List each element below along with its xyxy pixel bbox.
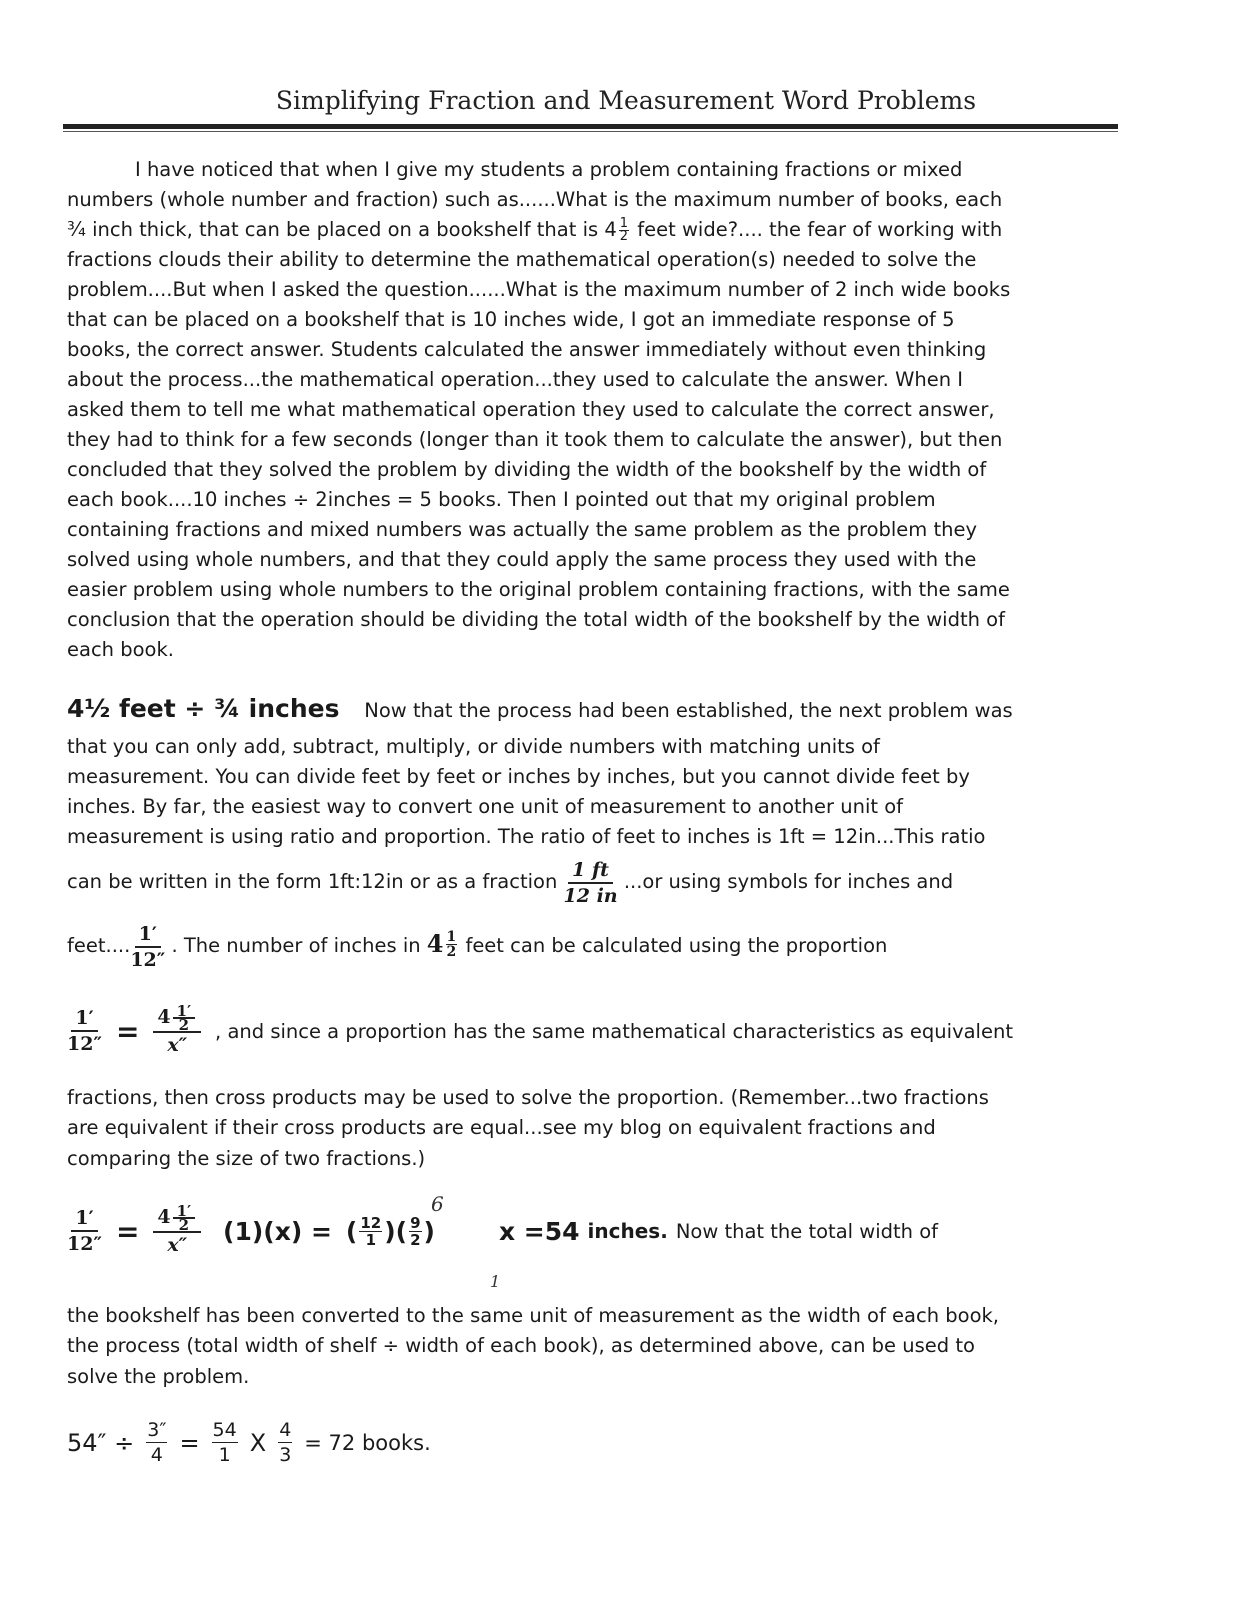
text-line: that can be placed on a bookshelf that is 10 inches wide, I got an immediate response of 5: [67, 308, 955, 331]
text-line-fraction: [67, 918, 887, 972]
text-line: solve the problem.: [67, 1365, 250, 1388]
text-line: books, the correct answer. Students calculated the answer immediately without even thinking: [67, 338, 987, 361]
text-line: each book....10 inches ÷ 2inches = 5 books. Then I pointed out that my original problem: [67, 488, 936, 511]
numerator: 1 ft: [568, 858, 613, 884]
text-line: the process (total width of shelf ÷ width of each book), as determined above, can be used to: [67, 1334, 975, 1357]
denominator: 12″: [67, 1033, 102, 1055]
result-unit: inches.: [587, 1219, 668, 1243]
cross-product-rhs: ( $\frac{12}{1}$ )( $\frac{9}{2}$ ): [345, 1213, 435, 1249]
text-line: they had to think for a few seconds (longer than it took them to calculate the answer), but then: [67, 428, 1003, 451]
text-line: containing fractions and mixed numbers was actually the same problem as the problem they: [67, 518, 978, 541]
fraction: [146, 1418, 167, 1467]
denominator: 4: [150, 1444, 163, 1466]
section-heading: 4½ feet ÷ ¾ inches: [67, 694, 340, 723]
denominator: 2: [178, 1016, 190, 1034]
equation-proportion: [67, 1002, 1013, 1057]
numerator: [153, 1202, 201, 1234]
numerator: 1: [446, 928, 457, 945]
fraction: [173, 1002, 195, 1034]
text-line: easier problem using whole numbers to the original problem containing fractions, with the same: [67, 578, 1010, 601]
fraction-left: [67, 1006, 102, 1056]
fraction: [359, 1215, 382, 1248]
whole: 4: [157, 1006, 171, 1028]
denominator: x″: [167, 1234, 188, 1256]
text: , and since a proportion has the same mathematical characteristics as equivalent: [215, 1019, 1013, 1043]
denominator: 1: [365, 1230, 377, 1249]
equals: =: [115, 1214, 140, 1248]
equals: =: [115, 1014, 140, 1048]
text-line: I have noticed that when I give my students a problem containing fractions or mixed: [135, 158, 963, 181]
title-rule: [63, 124, 1118, 129]
equation-cross-products: [67, 1202, 939, 1257]
text-line: solved using whole numbers, and that they could apply the same process they used with the: [67, 548, 977, 571]
numerator: 1′: [71, 1006, 97, 1032]
fraction-right: [153, 1202, 201, 1257]
text-line: numbers (whole number and fraction) such as......What is the maximum number of books, each: [67, 188, 1003, 211]
text: can be written in the form 1ft:12in or as a fraction: [67, 870, 558, 893]
text: . The number of inches in: [165, 934, 427, 957]
text-line: that you can only add, subtract, multiply, or divide numbers with matching units of: [67, 735, 880, 758]
text-line-fraction: [67, 856, 953, 908]
fraction: [446, 930, 458, 959]
numerator: 1′: [173, 1005, 195, 1019]
text-line: comparing the size of two fractions.): [67, 1147, 426, 1170]
equation-final: [67, 1418, 431, 1467]
denominator: x″: [167, 1034, 188, 1056]
text-line: asked them to tell me what mathematical operation they used to calculate the correct answer,: [67, 398, 995, 421]
text: Now that the process had been established, the next problem was: [364, 699, 1013, 722]
text-line: fractions clouds their ability to determine the mathematical operation(s) needed to solve the: [67, 248, 977, 271]
text-line: conclusion that the operation should be dividing the total width of the bookshelf by the width of: [67, 608, 1005, 631]
denominator: 2: [178, 1216, 190, 1234]
dividend: 54″ ÷: [67, 1428, 135, 1457]
text-line: [67, 216, 1002, 244]
fraction-ft-in: [564, 858, 618, 908]
times: X: [249, 1428, 267, 1457]
text-line: measurement is using ratio and proportion. The ratio of feet to inches is 1ft = 12in...This ratio: [67, 825, 986, 848]
text: feet....: [67, 934, 131, 957]
mixed-number: [427, 918, 459, 970]
fraction-right: [153, 1002, 201, 1057]
numerator: 4: [279, 1419, 292, 1441]
equals: =: [179, 1428, 200, 1457]
denominator: 1: [218, 1444, 231, 1466]
fraction: [278, 1418, 292, 1467]
fraction: [619, 218, 629, 243]
denominator: 12 in: [563, 884, 618, 907]
text-line: fractions, then cross products may be used to solve the proportion. (Remember...two fractions: [67, 1086, 989, 1109]
text-line: are equivalent if their cross products are equal...see my blog on equivalent fractions and: [67, 1116, 936, 1139]
numerator: 1: [619, 216, 629, 231]
cross-product-lhs: (1)(x) =: [223, 1216, 332, 1246]
text: ...or using symbols for inches and: [623, 870, 954, 893]
result: = 72 books.: [304, 1430, 431, 1455]
numerator: 1′: [71, 1206, 97, 1232]
fraction-left: [67, 1206, 102, 1256]
fraction-symbols: [130, 922, 165, 972]
numerator: 1′: [173, 1205, 195, 1219]
text: Now that the total width of: [675, 1219, 939, 1243]
whole: 4: [157, 1206, 171, 1228]
text-line: concluded that they solved the problem by dividing the width of the bookshelf by the width of: [67, 458, 987, 481]
title-rule-thin: [63, 131, 1118, 132]
fraction: [173, 1202, 195, 1234]
text-line: about the process...the mathematical operation...they used to calculate the answer. When I: [67, 368, 964, 391]
fraction: [212, 1418, 238, 1467]
denominator: 12″: [130, 948, 166, 971]
denominator: 12″: [67, 1233, 102, 1255]
numerator: 54: [212, 1419, 237, 1441]
handwritten-note: 1: [490, 1272, 501, 1291]
fraction: [409, 1215, 421, 1248]
numerator: 1′: [135, 922, 161, 948]
text: ¾ inch thick, that can be placed on a bookshelf that is 4: [67, 218, 617, 241]
denominator: 2: [619, 229, 629, 244]
numerator: 9: [410, 1213, 421, 1232]
denominator: 3: [279, 1444, 292, 1466]
text-line: inches. By far, the easiest way to convert one unit of measurement to another unit of: [67, 795, 904, 818]
text: feet wide?.... the fear of working with: [631, 218, 1003, 241]
numerator: [153, 1002, 201, 1034]
paragraph-conversion-line: [67, 695, 1013, 725]
text: feet can be calculated using the proportion: [459, 934, 888, 957]
text-line: each book.: [67, 638, 174, 661]
text-line: problem....But when I asked the question......What is the maximum number of 2 inch wide books: [67, 278, 1011, 301]
text-line: measurement. You can divide feet by feet or inches by inches, but you cannot divide feet by: [67, 765, 970, 788]
page-title: Simplifying Fraction and Measurement Word Problems: [275, 86, 977, 115]
denominator: 2: [446, 943, 457, 960]
numerator: 3″: [147, 1419, 167, 1441]
text-line: the bookshelf has been converted to the same unit of measurement as the width of each book,: [67, 1304, 1000, 1327]
handwritten-note: 6: [431, 1192, 444, 1216]
denominator: 2: [410, 1230, 421, 1249]
result-value: x =54: [498, 1216, 580, 1246]
numerator: 12: [360, 1213, 382, 1232]
whole: 4: [426, 929, 444, 958]
